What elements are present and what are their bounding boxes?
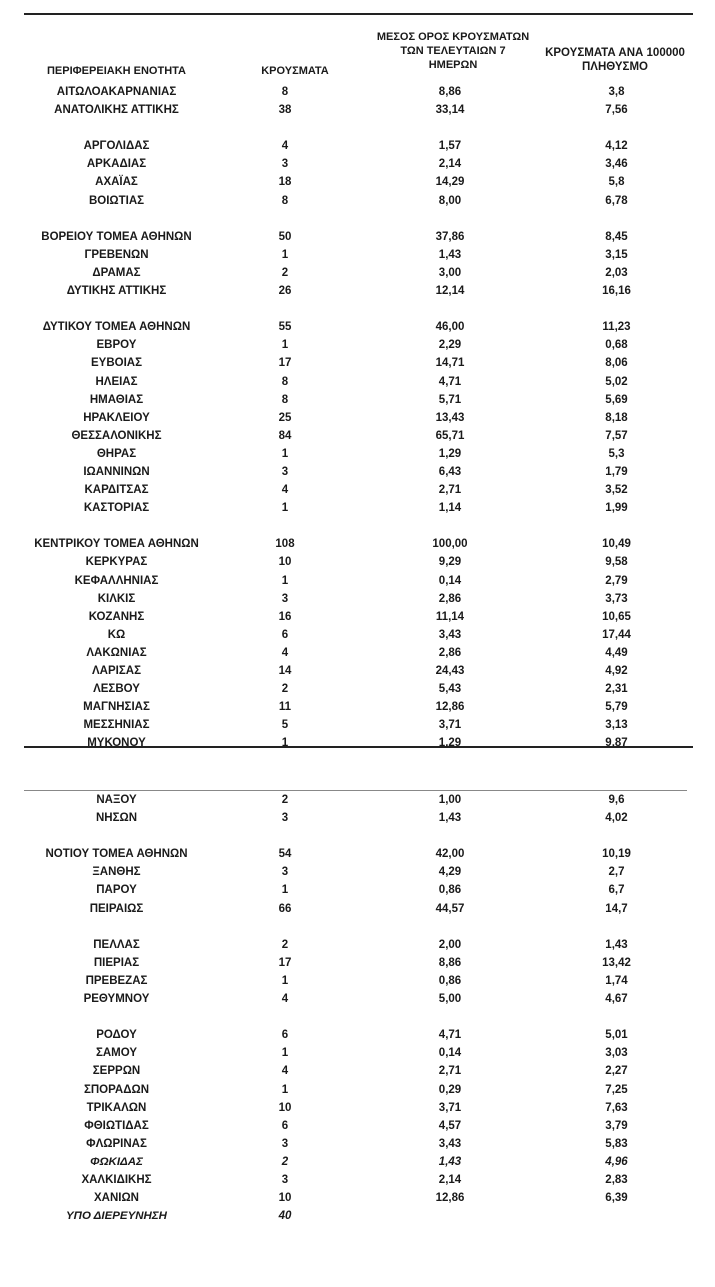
- per-100k-cell: 6,7: [608, 884, 625, 897]
- per-100k-cell: 5,01: [605, 1029, 628, 1042]
- cases-cell: 4: [281, 646, 289, 659]
- table-row: [24, 1117, 694, 1135]
- table-row: [24, 1171, 694, 1189]
- region-cell: ΜΕΣΣΗΝΙΑΣ: [83, 719, 150, 732]
- cases-cell: 3: [281, 1173, 289, 1186]
- spacer-row: [24, 119, 694, 137]
- region-cell: ΚΩ: [107, 628, 126, 641]
- table-row: [24, 1189, 694, 1207]
- cases-cell: 17: [278, 357, 292, 370]
- region-cell: ΡΟΔΟΥ: [96, 1029, 137, 1042]
- table-row: [24, 192, 694, 210]
- avg-7d-cell: 1,57: [438, 140, 462, 153]
- avg-7d-cell: 2,00: [438, 938, 462, 951]
- cases-cell: 16: [278, 610, 292, 623]
- per-100k-cell: 2,03: [605, 266, 628, 279]
- spacer-cell: [24, 210, 694, 228]
- table-row: [24, 900, 694, 918]
- region-cell: ΙΩΑΝΝΙΝΩΝ: [83, 465, 150, 478]
- region-cell: ΚΕΡΚΥΡΑΣ: [85, 556, 148, 569]
- cases-cell: 3: [281, 158, 289, 171]
- per-100k-cell: 4,67: [605, 993, 628, 1006]
- avg-7d-cell: 0,14: [438, 574, 462, 587]
- region-cell: ΔΡΑΜΑΣ: [92, 266, 141, 279]
- avg-7d-cell: 2,86: [438, 646, 462, 659]
- table-row: [24, 1026, 694, 1044]
- avg-7d-cell: 13,43: [435, 411, 465, 424]
- table-row: [24, 791, 694, 809]
- per-100k-cell: 1,43: [605, 938, 628, 951]
- region-cell: ΒΟΡΕΙΟΥ ΤΟΜΕΑ ΑΘΗΝΩΝ: [41, 230, 192, 243]
- per-100k-cell: 5,8: [608, 176, 625, 189]
- avg-7d-cell: 12,86: [435, 701, 465, 714]
- region-cell: ΠΡΕΒΕΖΑΣ: [85, 974, 148, 987]
- table-row: [24, 809, 694, 827]
- cases-cell: 66: [278, 902, 292, 915]
- cases-cell: 1: [281, 502, 289, 515]
- avg-7d-cell: 3,43: [438, 628, 462, 641]
- per-100k-cell: 8,06: [605, 357, 628, 370]
- table-row: [24, 1081, 694, 1099]
- per-100k-cell: 3,73: [605, 592, 628, 605]
- cases-cell: 1: [281, 447, 289, 460]
- region-cell: ΜΑΓΝΗΣΙΑΣ: [83, 701, 150, 714]
- avg-7d-cell: 37,86: [435, 230, 465, 243]
- table-row: [24, 881, 694, 899]
- table-row: [24, 101, 694, 119]
- table-row: [24, 863, 694, 881]
- cases-cell: 6: [281, 628, 289, 641]
- spacer-row: [24, 918, 694, 936]
- cases-cell: 25: [278, 411, 292, 424]
- per-100k-cell: 1,99: [605, 502, 628, 515]
- avg-7d-cell: 0,86: [438, 974, 462, 987]
- cases-cell: 84: [278, 429, 292, 442]
- header-cases: ΚΡΟΥΣΜΑΤΑ: [261, 65, 329, 77]
- per-100k-cell: 5,69: [605, 393, 628, 406]
- table-row: [24, 228, 694, 246]
- avg-7d-cell: 65,71: [435, 429, 465, 442]
- region-cell: ΔΥΤΙΚΗΣ ΑΤΤΙΚΗΣ: [66, 285, 167, 298]
- cases-cell: 10: [278, 1101, 292, 1114]
- cases-cell: 108: [275, 538, 295, 551]
- per-100k-cell: 16,16: [602, 285, 631, 298]
- table-row: [24, 282, 694, 300]
- avg-7d-cell: 1,29: [438, 737, 462, 750]
- table-row: [24, 246, 694, 264]
- region-cell: ΛΑΡΙΣΑΣ: [92, 665, 141, 677]
- table-row: [24, 1153, 694, 1171]
- header-avg-line3: ΗΜΕΡΩΝ: [428, 59, 478, 71]
- cases-cell: 11: [278, 701, 292, 714]
- spacer-row: [24, 827, 694, 845]
- per-100k-cell: 7,63: [605, 1101, 628, 1114]
- spacer-row: [24, 1008, 694, 1026]
- region-cell: ΠΕΙΡΑΙΩΣ: [89, 902, 144, 915]
- avg-7d-cell: 3,43: [438, 1137, 462, 1150]
- table-row: [24, 1062, 694, 1080]
- region-cell: ΓΡΕΒΕΝΩΝ: [84, 248, 149, 261]
- cases-cell: 1: [281, 884, 289, 897]
- per-100k-cell: 7,56: [605, 104, 628, 117]
- per-100k-cell: 1,74: [605, 974, 628, 987]
- avg-7d-cell: 44,57: [435, 902, 465, 915]
- cases-cell: 1: [281, 737, 289, 750]
- avg-7d-cell: 11,14: [435, 610, 465, 623]
- spacer-cell: [24, 827, 694, 845]
- per-100k-cell: 3,8: [608, 86, 625, 98]
- per-100k-cell: 3,46: [605, 158, 628, 171]
- table-row: [24, 662, 694, 680]
- cases-cell: 8: [281, 393, 289, 406]
- cases-cell: 1: [281, 1083, 289, 1096]
- spacer-row: [24, 517, 694, 535]
- region-cell: ΔΥΤΙΚΟΥ ΤΟΜΕΑ ΑΘΗΝΩΝ: [42, 321, 191, 334]
- region-cell: ΚΑΡΔΙΤΣΑΣ: [84, 484, 149, 497]
- cases-table-bottom: [24, 791, 694, 1225]
- avg-7d-cell: 24,43: [435, 665, 465, 677]
- per-100k-cell: 6,78: [605, 194, 628, 207]
- avg-7d-cell: 42,00: [435, 848, 465, 861]
- table-row: [24, 954, 694, 972]
- region-cell: ΥΠΟ ΔΙΕΡΕΥΝΗΣΗ: [66, 1210, 167, 1223]
- per-100k-cell: 17,44: [602, 628, 631, 641]
- spacer-row: [24, 210, 694, 228]
- top-rule: [24, 13, 693, 15]
- per-100k-cell: 2,7: [608, 866, 625, 879]
- spacer-cell: [24, 300, 694, 318]
- table-row: [24, 83, 694, 101]
- table-row: [24, 481, 694, 499]
- table-row: [24, 173, 694, 191]
- table-row: [24, 698, 694, 716]
- table-row: [24, 972, 694, 990]
- table-top-bottom-rule: [24, 746, 693, 748]
- avg-7d-cell: 2,71: [438, 484, 462, 497]
- region-cell: ΑΡΚΑΔΙΑΣ: [86, 158, 147, 171]
- avg-7d-cell: 8,86: [438, 956, 462, 969]
- table-row: [24, 1135, 694, 1153]
- table-row: [24, 427, 694, 445]
- region-cell: ΘΗΡΑΣ: [96, 447, 137, 460]
- avg-7d-cell: 8,00: [438, 194, 462, 207]
- table-row: [24, 1044, 694, 1062]
- per-100k-cell: 8,18: [605, 411, 628, 424]
- avg-7d-cell: 3,71: [438, 1101, 462, 1114]
- header-avg-7-days: [358, 30, 548, 72]
- avg-7d-cell: 9,29: [438, 556, 462, 569]
- spacer-cell: [24, 918, 694, 936]
- region-cell: ΡΕΘΥΜΝΟΥ: [83, 993, 150, 1006]
- cases-cell: 5: [281, 719, 289, 732]
- cases-cell: 4: [281, 1065, 289, 1078]
- cases-cell: 1: [281, 974, 289, 987]
- avg-7d-cell: [361, 1207, 539, 1225]
- region-cell: ΣΕΡΡΩΝ: [92, 1065, 141, 1078]
- cases-cell: 8: [281, 86, 289, 98]
- table-row: [24, 644, 694, 662]
- table-row: [24, 409, 694, 427]
- avg-7d-cell: 4,71: [438, 1029, 462, 1042]
- table-row: [24, 716, 694, 734]
- region-cell: ΦΘΙΩΤΙΔΑΣ: [84, 1119, 149, 1132]
- avg-7d-cell: 4,29: [438, 866, 462, 879]
- table-row: [24, 936, 694, 954]
- cases-cell: 17: [278, 956, 292, 969]
- region-cell: ΚΕΝΤΡΙΚΟΥ ΤΟΜΕΑ ΑΘΗΝΩΝ: [34, 538, 199, 551]
- avg-7d-cell: 14,71: [435, 357, 465, 370]
- avg-7d-cell: 1,29: [438, 447, 462, 460]
- header-per-100k: [530, 46, 700, 74]
- avg-7d-cell: 12,86: [435, 1192, 465, 1205]
- header-avg-line1: ΜΕΣΟΣ ΟΡΟΣ ΚΡΟΥΣΜΑΤΩΝ: [376, 31, 530, 43]
- table-row: [24, 137, 694, 155]
- region-cell: ΝΗΣΩΝ: [95, 812, 138, 825]
- per-100k-cell: 2,27: [605, 1065, 628, 1078]
- cases-cell: 1: [281, 248, 289, 261]
- region-cell: ΚΟΖΑΝΗΣ: [88, 610, 145, 623]
- avg-7d-cell: 4,71: [438, 375, 462, 388]
- avg-7d-cell: 4,57: [438, 1119, 462, 1132]
- per-100k-cell: 5,83: [605, 1137, 628, 1150]
- avg-7d-cell: 2,14: [438, 1173, 462, 1186]
- avg-7d-cell: 8,86: [438, 86, 462, 98]
- avg-7d-cell: 1,00: [438, 794, 462, 806]
- per-100k-cell: 3,15: [605, 248, 628, 261]
- cases-cell: 26: [278, 285, 292, 298]
- region-cell: ΦΛΩΡΙΝΑΣ: [86, 1137, 147, 1150]
- per-100k-cell: 10,19: [602, 848, 631, 861]
- region-cell: ΧΑΛΚΙΔΙΚΗΣ: [81, 1173, 152, 1186]
- avg-7d-cell: 3,71: [438, 719, 462, 732]
- cases-cell: 38: [278, 104, 292, 117]
- per-100k-cell: 3,13: [605, 719, 628, 732]
- avg-7d-cell: 6,43: [438, 465, 462, 478]
- region-cell: ΑΝΑΤΟΛΙΚΗΣ ΑΤΤΙΚΗΣ: [54, 104, 179, 117]
- avg-7d-cell: 5,43: [438, 683, 462, 696]
- cases-cell: 55: [278, 321, 292, 334]
- per-100k-cell: 0,68: [605, 339, 628, 352]
- per-100k-cell: 10,65: [602, 610, 631, 623]
- table-row: [24, 553, 694, 571]
- region-cell: ΑΧΑΪΑΣ: [95, 176, 138, 189]
- region-cell: ΒΟΙΩΤΙΑΣ: [88, 194, 145, 207]
- avg-7d-cell: 0,14: [438, 1047, 462, 1060]
- table-row: [24, 1207, 694, 1225]
- avg-7d-cell: 33,14: [435, 104, 465, 117]
- per-100k-cell: 9,6: [608, 794, 625, 806]
- region-cell: ΠΙΕΡΙΑΣ: [93, 956, 140, 969]
- region-cell: ΗΜΑΘΙΑΣ: [89, 393, 144, 406]
- region-cell: ΑΡΓΟΛΙΔΑΣ: [83, 140, 150, 153]
- cases-cell: 8: [281, 194, 289, 207]
- header-avg-line2: ΤΩΝ ΤΕΛΕΥΤΑΙΩΝ 7: [400, 45, 506, 57]
- cases-cell: 4: [281, 993, 289, 1006]
- region-cell: ΗΛΕΙΑΣ: [95, 375, 138, 388]
- cases-cell: 2: [281, 938, 289, 951]
- per-100k-cell: 11,23: [602, 321, 631, 334]
- per-100k-cell: 10,49: [602, 538, 631, 551]
- cases-cell: 3: [281, 592, 289, 605]
- cases-cell: 3: [281, 1137, 289, 1150]
- avg-7d-cell: 1,43: [438, 248, 462, 261]
- region-cell: ΝΑΞΟΥ: [96, 794, 137, 806]
- table-row: [24, 572, 694, 590]
- cases-cell: 54: [278, 848, 292, 861]
- per-100k-cell: 5,02: [605, 375, 628, 388]
- cases-cell: 4: [281, 140, 289, 153]
- cases-cell: 6: [281, 1029, 289, 1042]
- cases-cell: 14: [278, 665, 292, 677]
- region-cell: ΕΒΡΟΥ: [96, 339, 137, 352]
- region-cell: ΣΑΜΟΥ: [95, 1047, 138, 1060]
- spacer-cell: [24, 119, 694, 137]
- header-per100k-line2: ΠΛΗΘΥΣΜΟ: [581, 61, 648, 73]
- avg-7d-cell: 1,43: [438, 1155, 462, 1168]
- per-100k-cell: 14,7: [605, 902, 628, 915]
- per-100k-cell: 6,39: [605, 1192, 628, 1205]
- per-100k-cell: 3,03: [605, 1047, 628, 1060]
- avg-7d-cell: 2,86: [438, 592, 462, 605]
- per-100k-cell: 1,79: [605, 465, 628, 478]
- cases-cell: 2: [281, 1155, 289, 1168]
- avg-7d-cell: 5,00: [438, 993, 462, 1006]
- avg-7d-cell: 0,29: [438, 1083, 462, 1096]
- cases-cell: 4: [281, 484, 289, 497]
- region-cell: ΛΑΚΩΝΙΑΣ: [86, 646, 147, 659]
- per-100k-cell: 4,12: [605, 140, 628, 153]
- region-cell: ΛΕΣΒΟΥ: [93, 683, 140, 696]
- region-cell: ΜΥΚΟΝΟΥ: [87, 737, 146, 750]
- per-100k-cell: 9,87: [605, 737, 628, 750]
- spacer-cell: [24, 1008, 694, 1026]
- table-row: [24, 535, 694, 553]
- region-cell: ΦΩΚΙΔΑΣ: [90, 1155, 143, 1168]
- region-cell: ΚΕΦΑΛΛΗΝΙΑΣ: [74, 574, 159, 587]
- table-row: [24, 845, 694, 863]
- per-100k-cell: 3,52: [605, 484, 628, 497]
- cases-cell: 1: [281, 1047, 289, 1060]
- region-cell: ΚΑΣΤΟΡΙΑΣ: [83, 502, 150, 515]
- per-100k-cell: 2,31: [605, 683, 628, 696]
- per-100k-cell: 9,58: [605, 556, 628, 569]
- per-100k-cell: 7,25: [605, 1083, 628, 1096]
- table-row: [24, 445, 694, 463]
- avg-7d-cell: 1,14: [438, 502, 462, 515]
- table-row: [24, 590, 694, 608]
- avg-7d-cell: 14,29: [435, 176, 465, 189]
- per-100k-cell: 4,96: [605, 1155, 628, 1168]
- region-cell: ΤΡΙΚΑΛΩΝ: [86, 1101, 147, 1114]
- avg-7d-cell: 100,00: [432, 538, 468, 551]
- region-cell: ΠΕΛΛΑΣ: [93, 938, 140, 951]
- region-cell: ΧΑΝΙΩΝ: [93, 1192, 139, 1205]
- per-100k-cell: 8,45: [605, 230, 628, 243]
- per-100k-cell: 2,83: [605, 1173, 628, 1186]
- cases-cell: 2: [281, 794, 289, 806]
- per-100k-cell: 4,92: [605, 665, 628, 677]
- table-row: [24, 608, 694, 626]
- header-per100k-line1: ΚΡΟΥΣΜΑΤΑ ΑΝΑ 100000: [545, 47, 685, 59]
- cases-cell: 2: [281, 683, 289, 696]
- spacer-cell: [24, 517, 694, 535]
- cases-cell: 40: [278, 1210, 292, 1223]
- avg-7d-cell: 1,43: [438, 812, 462, 825]
- region-cell: ΑΙΤΩΛΟΑΚΑΡΝΑΝΙΑΣ: [56, 86, 177, 98]
- table-row: [24, 264, 694, 282]
- table-row: [24, 336, 694, 354]
- region-cell: ΕΥΒΟΙΑΣ: [91, 357, 142, 370]
- cases-cell: 3: [281, 812, 289, 825]
- per-100k-cell: 4,02: [605, 812, 628, 825]
- table-row: [24, 499, 694, 517]
- cases-cell: 10: [278, 556, 292, 569]
- region-cell: ΣΠΟΡΑΔΩΝ: [83, 1083, 150, 1096]
- cases-cell: 3: [281, 465, 289, 478]
- avg-7d-cell: 12,14: [435, 285, 465, 298]
- per-100k-cell: 13,42: [602, 956, 631, 969]
- table-row: [24, 463, 694, 481]
- avg-7d-cell: 0,86: [438, 884, 462, 897]
- avg-7d-cell: 2,71: [438, 1065, 462, 1078]
- per-100k-cell: 3,79: [605, 1119, 628, 1132]
- table-row: [24, 734, 694, 752]
- per-100k-cell: 2,79: [605, 574, 628, 587]
- per-100k-cell: [539, 1207, 694, 1225]
- header-region: ΠΕΡΙΦΕΡΕΙΑΚΗ ΕΝΟΤΗΤΑ: [46, 65, 186, 77]
- table-row: [24, 1099, 694, 1117]
- table-row: [24, 354, 694, 372]
- region-cell: ΠΑΡΟΥ: [96, 884, 137, 897]
- cases-cell: 3: [281, 866, 289, 879]
- table-row: [24, 990, 694, 1008]
- table-row: [24, 373, 694, 391]
- table-row: [24, 680, 694, 698]
- per-100k-cell: 7,57: [605, 429, 628, 442]
- cases-cell: 10: [278, 1192, 292, 1205]
- per-100k-cell: 4,49: [605, 646, 628, 659]
- spacer-row: [24, 300, 694, 318]
- region-cell: ΝΟΤΙΟΥ ΤΟΜΕΑ ΑΘΗΝΩΝ: [45, 848, 188, 861]
- avg-7d-cell: 46,00: [435, 321, 465, 334]
- region-cell: ΗΡΑΚΛΕΙΟΥ: [83, 411, 150, 424]
- table-row: [24, 318, 694, 336]
- table-row: [24, 391, 694, 409]
- cases-cell: 6: [281, 1119, 289, 1132]
- region-cell: ΘΕΣΣΑΛΟΝΙΚΗΣ: [71, 429, 162, 442]
- region-cell: ΞΑΝΘΗΣ: [92, 866, 141, 879]
- avg-7d-cell: 2,29: [438, 339, 462, 352]
- cases-cell: 8: [281, 375, 289, 388]
- avg-7d-cell: 3,00: [438, 266, 462, 279]
- per-100k-cell: 5,79: [605, 701, 628, 714]
- table-row: [24, 155, 694, 173]
- avg-7d-cell: 2,14: [438, 158, 462, 171]
- cases-cell: 1: [281, 339, 289, 352]
- table-row: [24, 626, 694, 644]
- cases-cell: 2: [281, 266, 289, 279]
- region-cell: ΚΙΛΚΙΣ: [97, 592, 136, 605]
- avg-7d-cell: 5,71: [438, 393, 462, 406]
- cases-cell: 50: [278, 230, 292, 243]
- cases-table-top: [24, 83, 694, 752]
- per-100k-cell: 5,3: [608, 447, 625, 460]
- cases-cell: 1: [281, 574, 289, 587]
- cases-cell: 18: [278, 176, 292, 189]
